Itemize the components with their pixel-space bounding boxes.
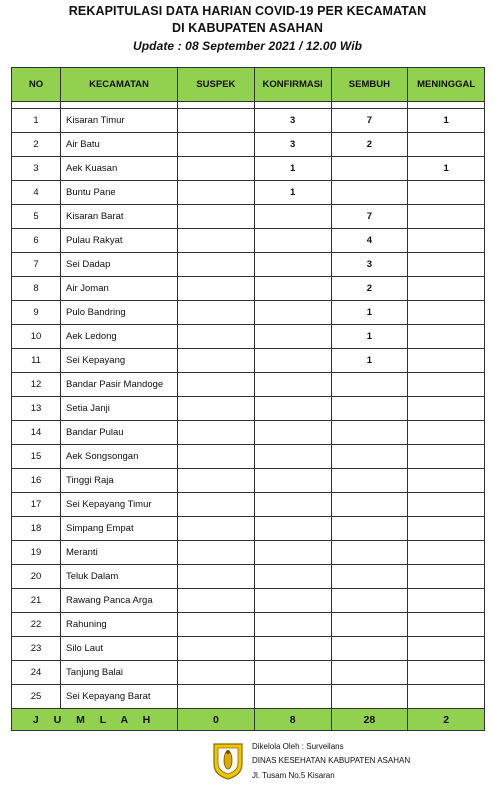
row-konfirmasi-cell bbox=[254, 445, 331, 469]
row-sembuh-cell bbox=[331, 181, 408, 205]
row-suspek-cell bbox=[178, 181, 255, 205]
row-no-cell: 3 bbox=[12, 157, 61, 181]
row-suspek-cell bbox=[178, 637, 255, 661]
row-sembuh-cell: 1 bbox=[331, 325, 408, 349]
row-kecamatan-cell: Aek Kuasan bbox=[61, 157, 178, 181]
row-suspek-cell bbox=[178, 685, 255, 709]
row-kecamatan-cell: Rahuning bbox=[61, 613, 178, 637]
row-suspek-cell bbox=[178, 109, 255, 133]
row-sembuh-cell: 7 bbox=[331, 205, 408, 229]
row-meninggal-cell bbox=[408, 613, 485, 637]
total-suspek: 0 bbox=[178, 709, 255, 731]
row-konfirmasi-cell bbox=[254, 229, 331, 253]
row-sembuh-cell: 1 bbox=[331, 301, 408, 325]
row-kecamatan-cell: Aek Songsongan bbox=[61, 445, 178, 469]
row-suspek-cell bbox=[178, 253, 255, 277]
row-meninggal-cell bbox=[408, 493, 485, 517]
row-kecamatan-cell: Teluk Dalam bbox=[61, 565, 178, 589]
row-no-cell: 10 bbox=[12, 325, 61, 349]
row-sembuh-cell bbox=[331, 637, 408, 661]
row-konfirmasi-cell bbox=[254, 541, 331, 565]
row-no-cell: 16 bbox=[12, 469, 61, 493]
row-no-cell: 19 bbox=[12, 541, 61, 565]
row-sembuh-cell bbox=[331, 661, 408, 685]
total-meninggal: 2 bbox=[408, 709, 485, 731]
row-kecamatan-cell: Kisaran Barat bbox=[61, 205, 178, 229]
total-label: J U M L A H bbox=[12, 709, 178, 731]
table-row bbox=[12, 637, 485, 661]
row-meninggal-cell bbox=[408, 325, 485, 349]
row-sembuh-cell bbox=[331, 373, 408, 397]
row-konfirmasi-cell bbox=[254, 469, 331, 493]
row-meninggal-cell bbox=[408, 685, 485, 709]
table-row bbox=[12, 301, 485, 325]
row-konfirmasi-cell: 1 bbox=[254, 157, 331, 181]
row-suspek-cell bbox=[178, 157, 255, 181]
total-sembuh: 28 bbox=[331, 709, 408, 731]
row-kecamatan-cell: Buntu Pane bbox=[61, 181, 178, 205]
row-sembuh-cell: 4 bbox=[331, 229, 408, 253]
table-row bbox=[12, 181, 485, 205]
row-suspek-cell bbox=[178, 325, 255, 349]
row-kecamatan-cell: Air Joman bbox=[61, 277, 178, 301]
table-row bbox=[12, 685, 485, 709]
recap-table bbox=[11, 67, 485, 731]
row-no-cell: 18 bbox=[12, 517, 61, 541]
table-header-row bbox=[12, 68, 485, 102]
row-suspek-cell bbox=[178, 373, 255, 397]
row-kecamatan-cell: Bandar Pasir Mandoge bbox=[61, 373, 178, 397]
row-no-cell: 15 bbox=[12, 445, 61, 469]
row-suspek-cell bbox=[178, 301, 255, 325]
row-sembuh-cell bbox=[331, 421, 408, 445]
table-row bbox=[12, 517, 485, 541]
row-no-cell: 6 bbox=[12, 229, 61, 253]
row-sembuh-cell bbox=[331, 157, 408, 181]
row-sembuh-cell bbox=[331, 565, 408, 589]
table-row bbox=[12, 277, 485, 301]
row-no-cell: 5 bbox=[12, 205, 61, 229]
total-konfirmasi: 8 bbox=[254, 709, 331, 731]
footer-credit bbox=[210, 738, 480, 784]
row-konfirmasi-cell bbox=[254, 325, 331, 349]
col-header-no: NO bbox=[12, 68, 61, 102]
row-suspek-cell bbox=[178, 133, 255, 157]
row-meninggal-cell bbox=[408, 445, 485, 469]
table-row bbox=[12, 325, 485, 349]
row-no-cell: 9 bbox=[12, 301, 61, 325]
row-meninggal-cell bbox=[408, 661, 485, 685]
table-row bbox=[12, 565, 485, 589]
row-konfirmasi-cell bbox=[254, 421, 331, 445]
table-row bbox=[12, 253, 485, 277]
table-row bbox=[12, 445, 485, 469]
row-konfirmasi-cell bbox=[254, 301, 331, 325]
row-meninggal-cell bbox=[408, 373, 485, 397]
row-sembuh-cell bbox=[331, 589, 408, 613]
col-header-meninggal: MENINGGAL bbox=[408, 68, 485, 102]
row-sembuh-cell: 2 bbox=[331, 277, 408, 301]
asahan-regency-seal-icon bbox=[210, 742, 246, 780]
row-meninggal-cell bbox=[408, 205, 485, 229]
row-no-cell: 20 bbox=[12, 565, 61, 589]
row-meninggal-cell bbox=[408, 517, 485, 541]
table-row bbox=[12, 397, 485, 421]
row-suspek-cell bbox=[178, 613, 255, 637]
row-sembuh-cell bbox=[331, 493, 408, 517]
row-no-cell: 23 bbox=[12, 637, 61, 661]
row-konfirmasi-cell bbox=[254, 253, 331, 277]
row-no-cell: 11 bbox=[12, 349, 61, 373]
row-sembuh-cell: 3 bbox=[331, 253, 408, 277]
row-kecamatan-cell: Sei Kepayang bbox=[61, 349, 178, 373]
row-meninggal-cell bbox=[408, 349, 485, 373]
row-suspek-cell bbox=[178, 589, 255, 613]
row-kecamatan-cell: Tinggi Raja bbox=[61, 469, 178, 493]
row-no-cell: 24 bbox=[12, 661, 61, 685]
table-row bbox=[12, 541, 485, 565]
row-kecamatan-cell: Sei Kepayang Timur bbox=[61, 493, 178, 517]
managed-by-text: Dikelola Oleh : Surveilans bbox=[252, 742, 344, 751]
row-konfirmasi-cell bbox=[254, 589, 331, 613]
row-no-cell: 12 bbox=[12, 373, 61, 397]
row-kecamatan-cell: Bandar Pulau bbox=[61, 421, 178, 445]
recap-table-container bbox=[11, 67, 485, 731]
row-no-cell: 14 bbox=[12, 421, 61, 445]
row-no-cell: 22 bbox=[12, 613, 61, 637]
row-kecamatan-cell: Pulau Rakyat bbox=[61, 229, 178, 253]
row-konfirmasi-cell bbox=[254, 613, 331, 637]
row-kecamatan-cell: Air Batu bbox=[61, 133, 178, 157]
row-konfirmasi-cell bbox=[254, 205, 331, 229]
row-no-cell: 21 bbox=[12, 589, 61, 613]
row-meninggal-cell bbox=[408, 397, 485, 421]
row-konfirmasi-cell bbox=[254, 397, 331, 421]
row-kecamatan-cell: Pulo Bandring bbox=[61, 301, 178, 325]
table-row bbox=[12, 613, 485, 637]
row-kecamatan-cell: Kisaran Timur bbox=[61, 109, 178, 133]
row-konfirmasi-cell: 3 bbox=[254, 109, 331, 133]
row-suspek-cell bbox=[178, 565, 255, 589]
row-no-cell: 1 bbox=[12, 109, 61, 133]
row-no-cell: 2 bbox=[12, 133, 61, 157]
row-meninggal-cell bbox=[408, 181, 485, 205]
row-konfirmasi-cell: 3 bbox=[254, 133, 331, 157]
row-sembuh-cell: 2 bbox=[331, 133, 408, 157]
row-konfirmasi-cell bbox=[254, 637, 331, 661]
row-konfirmasi-cell bbox=[254, 277, 331, 301]
row-sembuh-cell bbox=[331, 445, 408, 469]
row-kecamatan-cell: Simpang Empat bbox=[61, 517, 178, 541]
row-sembuh-cell bbox=[331, 517, 408, 541]
table-row bbox=[12, 229, 485, 253]
table-row bbox=[12, 373, 485, 397]
table-row bbox=[12, 157, 485, 181]
row-konfirmasi-cell bbox=[254, 517, 331, 541]
row-sembuh-cell: 7 bbox=[331, 109, 408, 133]
row-suspek-cell bbox=[178, 541, 255, 565]
row-kecamatan-cell: Tanjung Balai bbox=[61, 661, 178, 685]
row-no-cell: 25 bbox=[12, 685, 61, 709]
row-meninggal-cell bbox=[408, 541, 485, 565]
row-meninggal-cell bbox=[408, 229, 485, 253]
row-kecamatan-cell: Sei Kepayang Barat bbox=[61, 685, 178, 709]
row-kecamatan-cell: Setia Janji bbox=[61, 397, 178, 421]
agency-name: DINAS KESEHATAN KABUPATEN ASAHAN bbox=[252, 756, 411, 765]
row-sembuh-cell bbox=[331, 613, 408, 637]
col-header-sembuh: SEMBUH bbox=[331, 68, 408, 102]
table-row bbox=[12, 469, 485, 493]
row-suspek-cell bbox=[178, 661, 255, 685]
row-no-cell: 17 bbox=[12, 493, 61, 517]
row-konfirmasi-cell bbox=[254, 685, 331, 709]
row-suspek-cell bbox=[178, 229, 255, 253]
row-konfirmasi-cell bbox=[254, 661, 331, 685]
row-meninggal-cell bbox=[408, 565, 485, 589]
row-suspek-cell bbox=[178, 277, 255, 301]
row-meninggal-cell bbox=[408, 589, 485, 613]
row-suspek-cell bbox=[178, 469, 255, 493]
row-kecamatan-cell: Sei Dadap bbox=[61, 253, 178, 277]
row-suspek-cell bbox=[178, 421, 255, 445]
row-konfirmasi-cell bbox=[254, 373, 331, 397]
col-header-suspek: SUSPEK bbox=[178, 68, 255, 102]
page-title: REKAPITULASI DATA HARIAN COVID-19 PER KECAMATAN bbox=[68, 4, 427, 18]
row-meninggal-cell bbox=[408, 637, 485, 661]
row-kecamatan-cell: Rawang Panca Arga bbox=[61, 589, 178, 613]
table-row bbox=[12, 349, 485, 373]
table-row bbox=[12, 133, 485, 157]
table-row bbox=[12, 661, 485, 685]
col-header-kecamatan: KECAMATAN bbox=[61, 68, 178, 102]
row-no-cell: 13 bbox=[12, 397, 61, 421]
row-meninggal-cell bbox=[408, 301, 485, 325]
row-meninggal-cell bbox=[408, 253, 485, 277]
row-meninggal-cell bbox=[408, 421, 485, 445]
row-konfirmasi-cell: 1 bbox=[254, 181, 331, 205]
table-row bbox=[12, 493, 485, 517]
row-sembuh-cell bbox=[331, 541, 408, 565]
row-kecamatan-cell: Meranti bbox=[61, 541, 178, 565]
table-row bbox=[12, 109, 485, 133]
row-sembuh-cell bbox=[331, 469, 408, 493]
page-subtitle: DI KABUPATEN ASAHAN bbox=[172, 21, 323, 35]
agency-address: Jl. Tusam No.5 Kisaran bbox=[252, 771, 335, 780]
row-meninggal-cell bbox=[408, 133, 485, 157]
row-sembuh-cell bbox=[331, 685, 408, 709]
row-sembuh-cell: 1 bbox=[331, 349, 408, 373]
row-suspek-cell bbox=[178, 493, 255, 517]
row-meninggal-cell bbox=[408, 469, 485, 493]
row-kecamatan-cell: Silo Laut bbox=[61, 637, 178, 661]
row-kecamatan-cell: Aek Ledong bbox=[61, 325, 178, 349]
table-body bbox=[12, 109, 485, 709]
row-konfirmasi-cell bbox=[254, 565, 331, 589]
row-konfirmasi-cell bbox=[254, 349, 331, 373]
table-row bbox=[12, 589, 485, 613]
row-no-cell: 4 bbox=[12, 181, 61, 205]
row-sembuh-cell bbox=[331, 397, 408, 421]
row-suspek-cell bbox=[178, 445, 255, 469]
row-no-cell: 7 bbox=[12, 253, 61, 277]
row-suspek-cell bbox=[178, 205, 255, 229]
row-no-cell: 8 bbox=[12, 277, 61, 301]
table-row bbox=[12, 421, 485, 445]
total-row bbox=[12, 709, 485, 731]
row-meninggal-cell bbox=[408, 277, 485, 301]
update-timestamp: Update : 08 September 2021 / 12.00 Wib bbox=[132, 39, 363, 53]
row-suspek-cell bbox=[178, 349, 255, 373]
table-spacer-row bbox=[12, 102, 485, 109]
table-row bbox=[12, 205, 485, 229]
row-suspek-cell bbox=[178, 517, 255, 541]
row-meninggal-cell: 1 bbox=[408, 109, 485, 133]
row-konfirmasi-cell bbox=[254, 493, 331, 517]
row-suspek-cell bbox=[178, 397, 255, 421]
col-header-konfirmasi: KONFIRMASI bbox=[254, 68, 331, 102]
row-meninggal-cell: 1 bbox=[408, 157, 485, 181]
